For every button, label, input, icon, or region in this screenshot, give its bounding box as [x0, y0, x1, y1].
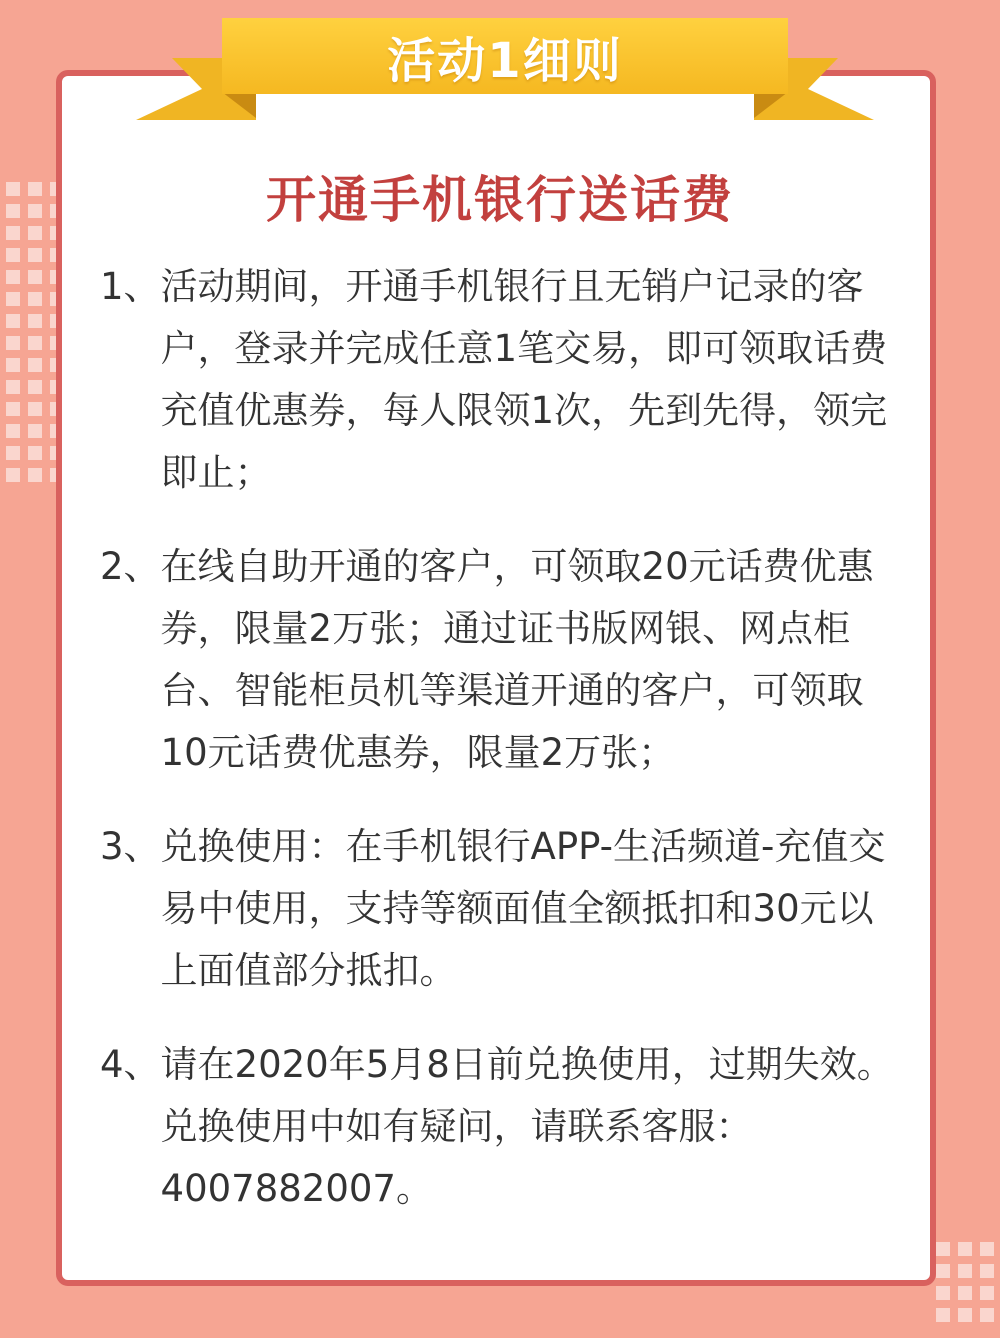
title-ribbon-banner	[222, 18, 788, 94]
decorative-pixel-pattern-right	[936, 1242, 994, 1322]
rule-item-3	[100, 816, 904, 1002]
rule-text: 请在2020年5月8日前兑换使用，过期失效。兑换使用中如有疑问，请联系客服：4007882007。	[160, 1043, 894, 1210]
banner-title: 活动1细则	[387, 32, 623, 89]
rule-number: 3、	[100, 825, 161, 868]
rule-text: 活动期间，开通手机银行且无销户记录的客户，登录并完成任意1笔交易，即可领取话费充值优惠券，每人限领1次，先到先得，领完即止；	[160, 265, 888, 494]
rule-number: 2、	[100, 545, 161, 588]
rule-item-1	[100, 256, 904, 504]
rules-list	[100, 256, 904, 1252]
rule-item-2	[100, 536, 904, 784]
rule-number: 4、	[100, 1043, 161, 1086]
rule-text: 在线自助开通的客户，可领取20元话费优惠券，限量2万张；通过证书版网银、网点柜台、智能柜员机等渠道开通的客户，可领取10元话费优惠券，限量2万张；	[160, 545, 874, 774]
section-subtitle: 开通手机银行送话费	[266, 171, 734, 229]
rule-item-4	[100, 1034, 904, 1220]
rule-text: 兑换使用：在手机银行APP-生活频道-充值交易中使用，支持等额面值全额抵扣和30元以上面值部分抵扣。	[160, 825, 886, 992]
rule-number: 1、	[100, 265, 161, 308]
